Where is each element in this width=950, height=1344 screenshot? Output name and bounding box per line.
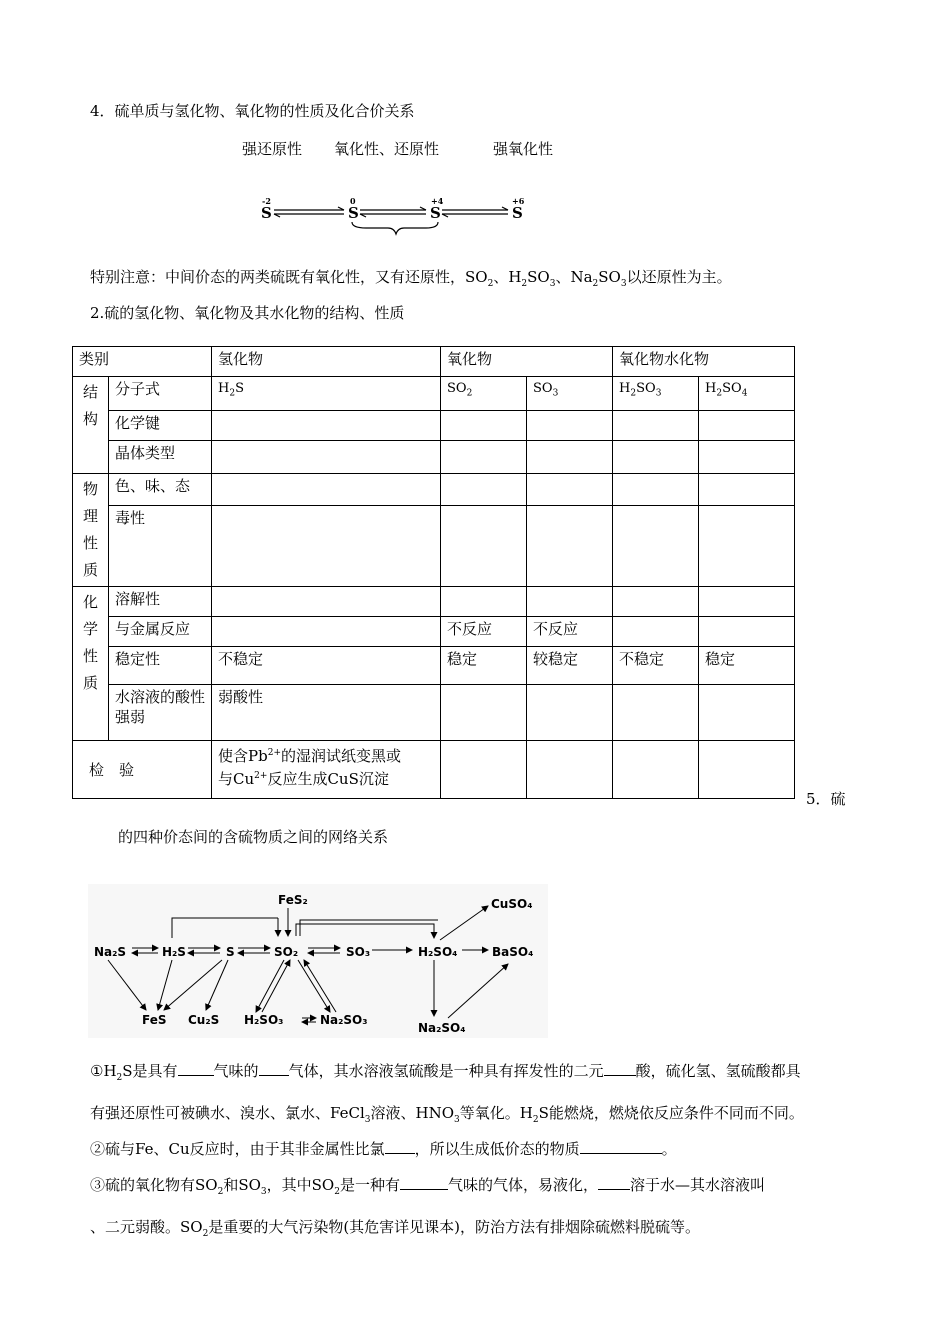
para-1-line2 xyxy=(90,1102,865,1125)
test-text: 使含Pb xyxy=(218,747,268,765)
valence-s-2: S xyxy=(348,204,359,222)
formula-part: H xyxy=(218,381,230,396)
valence-s-1: S xyxy=(261,204,272,222)
blank-field[interactable] xyxy=(178,1061,214,1076)
cell-formula-so2 xyxy=(441,377,527,411)
test-text: 与Cu xyxy=(218,770,255,788)
group-char: 学 xyxy=(82,620,98,638)
prop-ox-red: 氧化性、还原性 xyxy=(334,140,440,158)
formula-sub: 3 xyxy=(655,388,662,399)
note-text: 以还原性为主。 xyxy=(626,268,732,286)
group-char: 构 xyxy=(82,410,98,428)
group-char: 质 xyxy=(82,674,98,692)
valence-label-3: +4 xyxy=(431,196,444,206)
group-char: 物 xyxy=(82,480,98,498)
para-sub: 3 xyxy=(364,1115,371,1125)
cell-test-h2s xyxy=(212,741,441,799)
group-structure xyxy=(73,377,109,474)
node-na2so4: Na₂SO₄ xyxy=(418,1021,466,1035)
para-text: ，其中SO xyxy=(266,1176,335,1194)
cell-stab-h2so3: 不稳定 xyxy=(613,647,699,685)
para-sub: 2 xyxy=(116,1073,123,1083)
row-crystal: 晶体类型 xyxy=(109,441,212,474)
formula-part: SO xyxy=(447,381,467,396)
node-na2so3: Na₂SO₃ xyxy=(320,1013,368,1027)
row-stability: 稳定性 xyxy=(109,647,212,685)
formula-part: H xyxy=(619,381,631,396)
row-bond: 化学键 xyxy=(109,411,212,441)
para-text: 和SO xyxy=(223,1176,261,1194)
node-fes: FeS xyxy=(142,1013,167,1027)
para-2 xyxy=(90,1138,865,1159)
cell-stab-h2so4: 稳定 xyxy=(699,647,795,685)
valence-label-4: +6 xyxy=(512,196,525,206)
node-na2s: Na₂S xyxy=(94,945,127,959)
section4-title: 4．硫单质与氢化物、氧化物的性质及化合价关系 xyxy=(90,102,415,120)
node-cu2s: Cu₂S xyxy=(188,1013,220,1027)
para-text: 是一种有 xyxy=(339,1176,400,1194)
para-sub: 2 xyxy=(217,1187,224,1197)
formula-sub: 3 xyxy=(552,388,559,399)
test-sup: 2+ xyxy=(267,748,281,758)
note-text: SO xyxy=(527,268,550,286)
formula-part: H xyxy=(705,381,717,396)
section2-title: 2.硫的氢化物、氧化物及其水化物的结构、性质 xyxy=(90,304,405,322)
group-physical xyxy=(73,474,109,587)
node-h2so3: H₂SO₃ xyxy=(244,1013,284,1027)
header-hydride: 氢化物 xyxy=(212,347,441,377)
formula-sub: 2 xyxy=(229,388,236,399)
para-sub: 3 xyxy=(260,1187,267,1197)
row-test: 检 验 xyxy=(73,741,212,799)
formula-part: SO xyxy=(533,381,553,396)
section5-title: 的四种价态间的含硫物质之间的网络关系 xyxy=(118,828,389,846)
cell-formula-h2so3 xyxy=(613,377,699,411)
note-sub: 2 xyxy=(592,279,599,289)
test-sup: 2+ xyxy=(254,771,268,781)
para-text: 是重要的大气污染物(其危害详见课本)，防治方法有排烟除硫燃料脱硫等。 xyxy=(208,1218,701,1236)
prop-strong-reducing: 强还原性 xyxy=(242,140,303,158)
para-text: 气味的 xyxy=(213,1062,259,1080)
cell-stab-h2s: 不稳定 xyxy=(212,647,441,685)
blank-field[interactable] xyxy=(580,1139,662,1154)
note-text: SO xyxy=(598,268,621,286)
prop-strong-ox: 强氧化性 xyxy=(493,140,554,158)
blank-field[interactable] xyxy=(400,1175,448,1190)
row-metal: 与金属反应 xyxy=(109,617,212,647)
group-char: 性 xyxy=(82,647,98,665)
special-note xyxy=(90,266,732,289)
cell-metal-so3: 不反应 xyxy=(527,617,613,647)
row-acidity: 水溶液的酸性强弱 xyxy=(109,685,212,741)
para-text: 气味的气体，易液化， xyxy=(447,1176,598,1194)
group-char: 性 xyxy=(82,534,98,552)
group-char: 质 xyxy=(82,561,98,579)
valence-s-3: S xyxy=(430,204,441,222)
group-chemical xyxy=(73,587,109,741)
node-so2: SO₂ xyxy=(274,945,299,959)
node-s: S xyxy=(226,945,235,959)
section5-num: 5．硫 xyxy=(806,790,846,808)
formula-sub: 2 xyxy=(466,388,473,399)
para-1-line1 xyxy=(90,1060,865,1083)
header-category: 类别 xyxy=(73,347,212,377)
para-text: 气体，其水溶液氢硫酸是一种具有挥发性的二元 xyxy=(288,1062,604,1080)
sulfur-network-diagram xyxy=(88,884,548,1038)
formula-sub: 2 xyxy=(716,388,723,399)
para-text: 等氧化。H xyxy=(459,1104,533,1122)
note-sub: 2 xyxy=(521,279,528,289)
blank-field[interactable] xyxy=(598,1175,630,1190)
node-h2s: H₂S xyxy=(162,945,186,959)
formula-part: SO xyxy=(636,381,656,396)
valence-diagram xyxy=(256,194,536,238)
para-text: 酸，硫化氢、氢硫酸都具 xyxy=(635,1062,801,1080)
group-char: 理 xyxy=(82,507,98,525)
header-oxide: 氧化物 xyxy=(441,347,613,377)
blank-field[interactable] xyxy=(604,1061,636,1076)
valence-s-4: S xyxy=(512,204,523,222)
para-text: 有强还原性可被碘水、溴水、氯水、FeCl xyxy=(90,1104,365,1122)
row-solubility: 溶解性 xyxy=(109,587,212,617)
note-sub: 3 xyxy=(549,279,556,289)
valence-label-2: 0 xyxy=(350,196,356,206)
node-baso4: BaSO₄ xyxy=(492,945,534,959)
formula-sub: 2 xyxy=(630,388,637,399)
group-char: 结 xyxy=(82,383,98,401)
group-char: 化 xyxy=(82,593,98,611)
para-text: 。 xyxy=(661,1140,677,1158)
cell-formula-h2so4 xyxy=(699,377,795,411)
para-text: S能燃烧，燃烧依反应条件不同而不同。 xyxy=(538,1104,804,1122)
para-3-line1 xyxy=(90,1174,865,1197)
node-so3: SO₃ xyxy=(346,945,371,959)
row-formula: 分子式 xyxy=(109,377,212,411)
cell-formula-h2s xyxy=(212,377,441,411)
cell-stab-so2: 稳定 xyxy=(441,647,527,685)
formula-sub: 4 xyxy=(741,388,748,399)
para-3-line2 xyxy=(90,1216,865,1239)
para-sub: 2 xyxy=(532,1115,539,1125)
formula-part: SO xyxy=(722,381,742,396)
para-text: ③硫的氧化物有SO xyxy=(90,1176,218,1194)
para-sub: 2 xyxy=(334,1187,340,1197)
cell-acid-h2s: 弱酸性 xyxy=(212,685,441,741)
properties-table xyxy=(72,346,795,799)
header-hydrate: 氧化物水化物 xyxy=(613,347,795,377)
note-label: 特别注意： xyxy=(90,268,166,286)
blank-field[interactable] xyxy=(259,1061,289,1076)
row-toxicity: 毒性 xyxy=(109,506,212,587)
para-text: ②硫与Fe、Cu反应时，由于其非金属性比氯 xyxy=(90,1140,385,1158)
valence-label-1: -2 xyxy=(262,196,271,206)
row-color: 色、味、态 xyxy=(109,474,212,506)
cell-stab-so3: 较稳定 xyxy=(527,647,613,685)
note-sub: 3 xyxy=(620,279,627,289)
para-sub: 3 xyxy=(454,1115,460,1125)
para-text: S是具有 xyxy=(122,1062,178,1080)
blank-field[interactable] xyxy=(385,1139,415,1154)
test-text: 反应生成CuS沉淀 xyxy=(267,770,389,788)
para-text: 溶于水—其水溶液叫 xyxy=(629,1176,765,1194)
test-text: 的湿润试纸变黑或 xyxy=(281,747,402,765)
note-sub: 2 xyxy=(487,279,494,289)
para-text: ①H xyxy=(90,1062,117,1080)
formula-part: S xyxy=(235,381,244,396)
para-text: ，所以生成低价态的物质 xyxy=(414,1140,580,1158)
note-text: 中间价态的两类硫既有氧化性，又有还原性，SO xyxy=(165,268,488,286)
cell-metal-so2: 不反应 xyxy=(441,617,527,647)
para-text: 溶液、HNO xyxy=(370,1104,454,1122)
note-text: 、Na xyxy=(555,268,593,286)
node-fes2: FeS₂ xyxy=(278,893,308,907)
cell-formula-so3 xyxy=(527,377,613,411)
para-text: 、二元弱酸。SO xyxy=(90,1218,203,1236)
node-h2so4: H₂SO₄ xyxy=(418,945,458,959)
para-sub: 2 xyxy=(202,1229,209,1239)
node-cuso4: CuSO₄ xyxy=(491,897,533,911)
note-text: 、H xyxy=(493,268,522,286)
